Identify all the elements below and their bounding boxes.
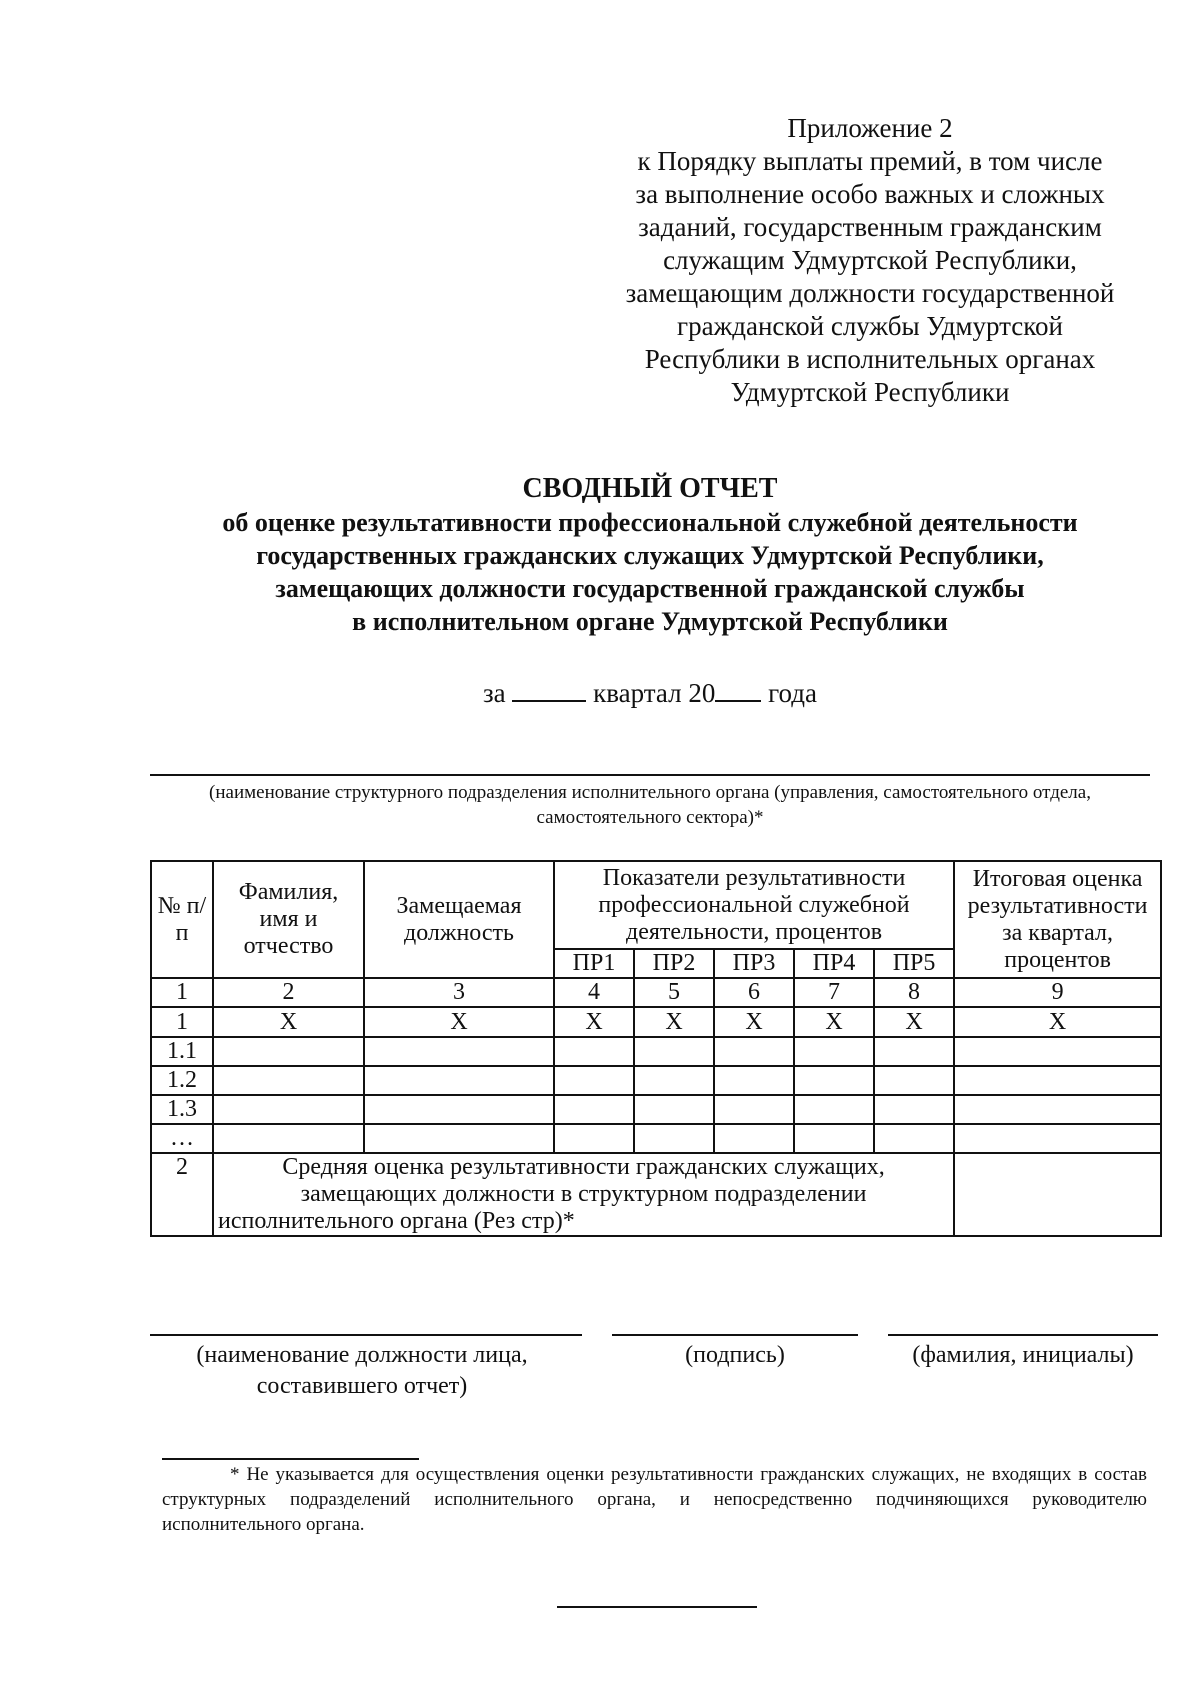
table-cell[interactable] [554,1037,634,1066]
table-row [151,1124,1161,1153]
appendix-line: замещающим должности государственной [625,278,1115,308]
position-signature-line[interactable] [150,1334,582,1336]
table-cell[interactable] [364,1095,554,1124]
col-number: 1 [151,978,213,1007]
dept-name-line[interactable] [150,774,1150,776]
table-cell[interactable] [364,1066,554,1095]
table-cell[interactable] [554,1066,634,1095]
report-table [150,860,1162,1237]
table-cell[interactable] [874,1095,954,1124]
appendix-line: за выполнение особо важных и сложных [635,179,1105,209]
appendix-line: заданий, государственным гражданским [638,212,1102,242]
table-cell[interactable] [554,1124,634,1153]
table-cell[interactable] [634,1037,714,1066]
table-cell[interactable] [714,1066,794,1095]
col-number: 2 [213,978,364,1007]
table-cell: Х [364,1007,554,1037]
table-cell[interactable] [554,1095,634,1124]
header-position: Замещаемая должность [364,861,554,978]
period-year: года [768,678,817,708]
document-title [120,472,1180,638]
table-cell: Х [714,1007,794,1037]
col-number: 3 [364,978,554,1007]
col-number: 7 [794,978,874,1007]
row-number: 2 [151,1153,213,1236]
row-number: 1.3 [151,1095,213,1124]
table-cell[interactable] [954,1037,1161,1066]
table-cell[interactable] [634,1095,714,1124]
table-row [151,1066,1161,1095]
table-cell[interactable] [213,1066,364,1095]
table-cell[interactable] [954,1124,1161,1153]
appendix-line: гражданской службы Удмуртской [677,311,1063,341]
appendix-line: Приложение 2 [787,113,953,143]
col-number: 9 [954,978,1161,1007]
indicator-pr5: ПР5 [874,949,954,978]
table-cell[interactable] [794,1124,874,1153]
table-cell[interactable] [714,1095,794,1124]
row-number: 1.1 [151,1037,213,1066]
table-cell: Х [634,1007,714,1037]
row-number: 1.2 [151,1066,213,1095]
average-value-cell[interactable] [954,1153,1161,1236]
header-num: № п/п [151,861,213,978]
appendix-header [610,112,1130,409]
title-line: в исполнительном органе Удмуртской Республики [352,607,948,636]
year-blank[interactable] [715,676,761,702]
name-caption: (фамилия, инициалы) [912,1342,1134,1368]
table-cell[interactable] [213,1037,364,1066]
table-cell[interactable] [874,1037,954,1066]
table-cell[interactable] [714,1037,794,1066]
dept-caption: (наименование структурного подразделения исполнительного органа (управления, самостоятельного отдела, самостоятельного сектора)* [209,782,1091,828]
table-cell[interactable] [714,1124,794,1153]
table-cell[interactable] [364,1124,554,1153]
table-cell: Х [794,1007,874,1037]
appendix-line: Удмуртской Республики [730,377,1010,407]
quarter-blank[interactable] [512,676,586,702]
indicator-pr2: ПР2 [634,949,714,978]
table-cell: Х [874,1007,954,1037]
average-label: Средняя оценка результативности гражданских служащих, замещающих должности в структурном подразделении исполнительного органа (Рез стр)* [213,1153,954,1236]
table-cell: Х [554,1007,634,1037]
appendix-line: Республики в исполнительных органах [644,344,1096,374]
table-cell[interactable] [874,1066,954,1095]
col-number: 8 [874,978,954,1007]
table-cell[interactable] [364,1037,554,1066]
column-numbers-row [151,978,1161,1007]
table-cell[interactable] [634,1066,714,1095]
col-number: 6 [714,978,794,1007]
table-cell[interactable] [213,1095,364,1124]
table-cell[interactable] [954,1066,1161,1095]
table-row [151,1095,1161,1124]
header-total: Итоговая оценка результативности за квартал, процентов [954,861,1161,978]
table-cell[interactable] [213,1124,364,1153]
footnote: * Не указывается для осуществления оценки результативности гражданских служащих, не входящих в состав структурных подразделений исполнительного органа, и непосредственно подчиняющихся руководителю исполнительного органа. [162,1464,1147,1535]
title-line: об оценке результативности профессиональной служебной деятельности [222,508,1078,537]
table-cell[interactable] [874,1124,954,1153]
indicator-pr1: ПР1 [554,949,634,978]
col-number: 5 [634,978,714,1007]
position-caption: (наименование должности лица, составившего отчет) [196,1342,528,1399]
table-cell: 1 [151,1007,213,1037]
table-cell: Х [213,1007,364,1037]
table-cell[interactable] [794,1066,874,1095]
title-line: государственных гражданских служащих Удмуртской Республики, [256,541,1044,570]
period-za: за [483,678,506,708]
col-number: 4 [554,978,634,1007]
appendix-line: служащим Удмуртской Республики, [663,245,1077,275]
header-indicators: Показатели результативности профессиональной служебной деятельности, процентов [554,861,954,949]
table-row [151,1007,1161,1037]
period-quarter: квартал 20 [593,678,716,708]
signature-line[interactable] [612,1334,858,1336]
table-cell[interactable] [794,1095,874,1124]
title-line: замещающих должности государственной гражданской службы [275,574,1025,603]
signature-caption: (подпись) [685,1342,785,1368]
footnote-separator [162,1458,419,1460]
header-name: Фамилия, имя и отчество [213,861,364,978]
indicator-pr3: ПР3 [714,949,794,978]
table-row [151,1037,1161,1066]
name-signature-line[interactable] [888,1334,1158,1336]
indicator-pr4: ПР4 [794,949,874,978]
row-number: … [151,1124,213,1153]
end-line [557,1606,757,1608]
appendix-line: к Порядку выплаты премий, в том числе [637,146,1103,176]
table-cell[interactable] [794,1037,874,1066]
table-cell: Х [954,1007,1161,1037]
table-cell[interactable] [634,1124,714,1153]
table-cell[interactable] [954,1095,1161,1124]
report-period [120,676,1180,709]
average-row [151,1153,1161,1236]
title-main: СВОДНЫЙ ОТЧЕТ [522,473,778,504]
